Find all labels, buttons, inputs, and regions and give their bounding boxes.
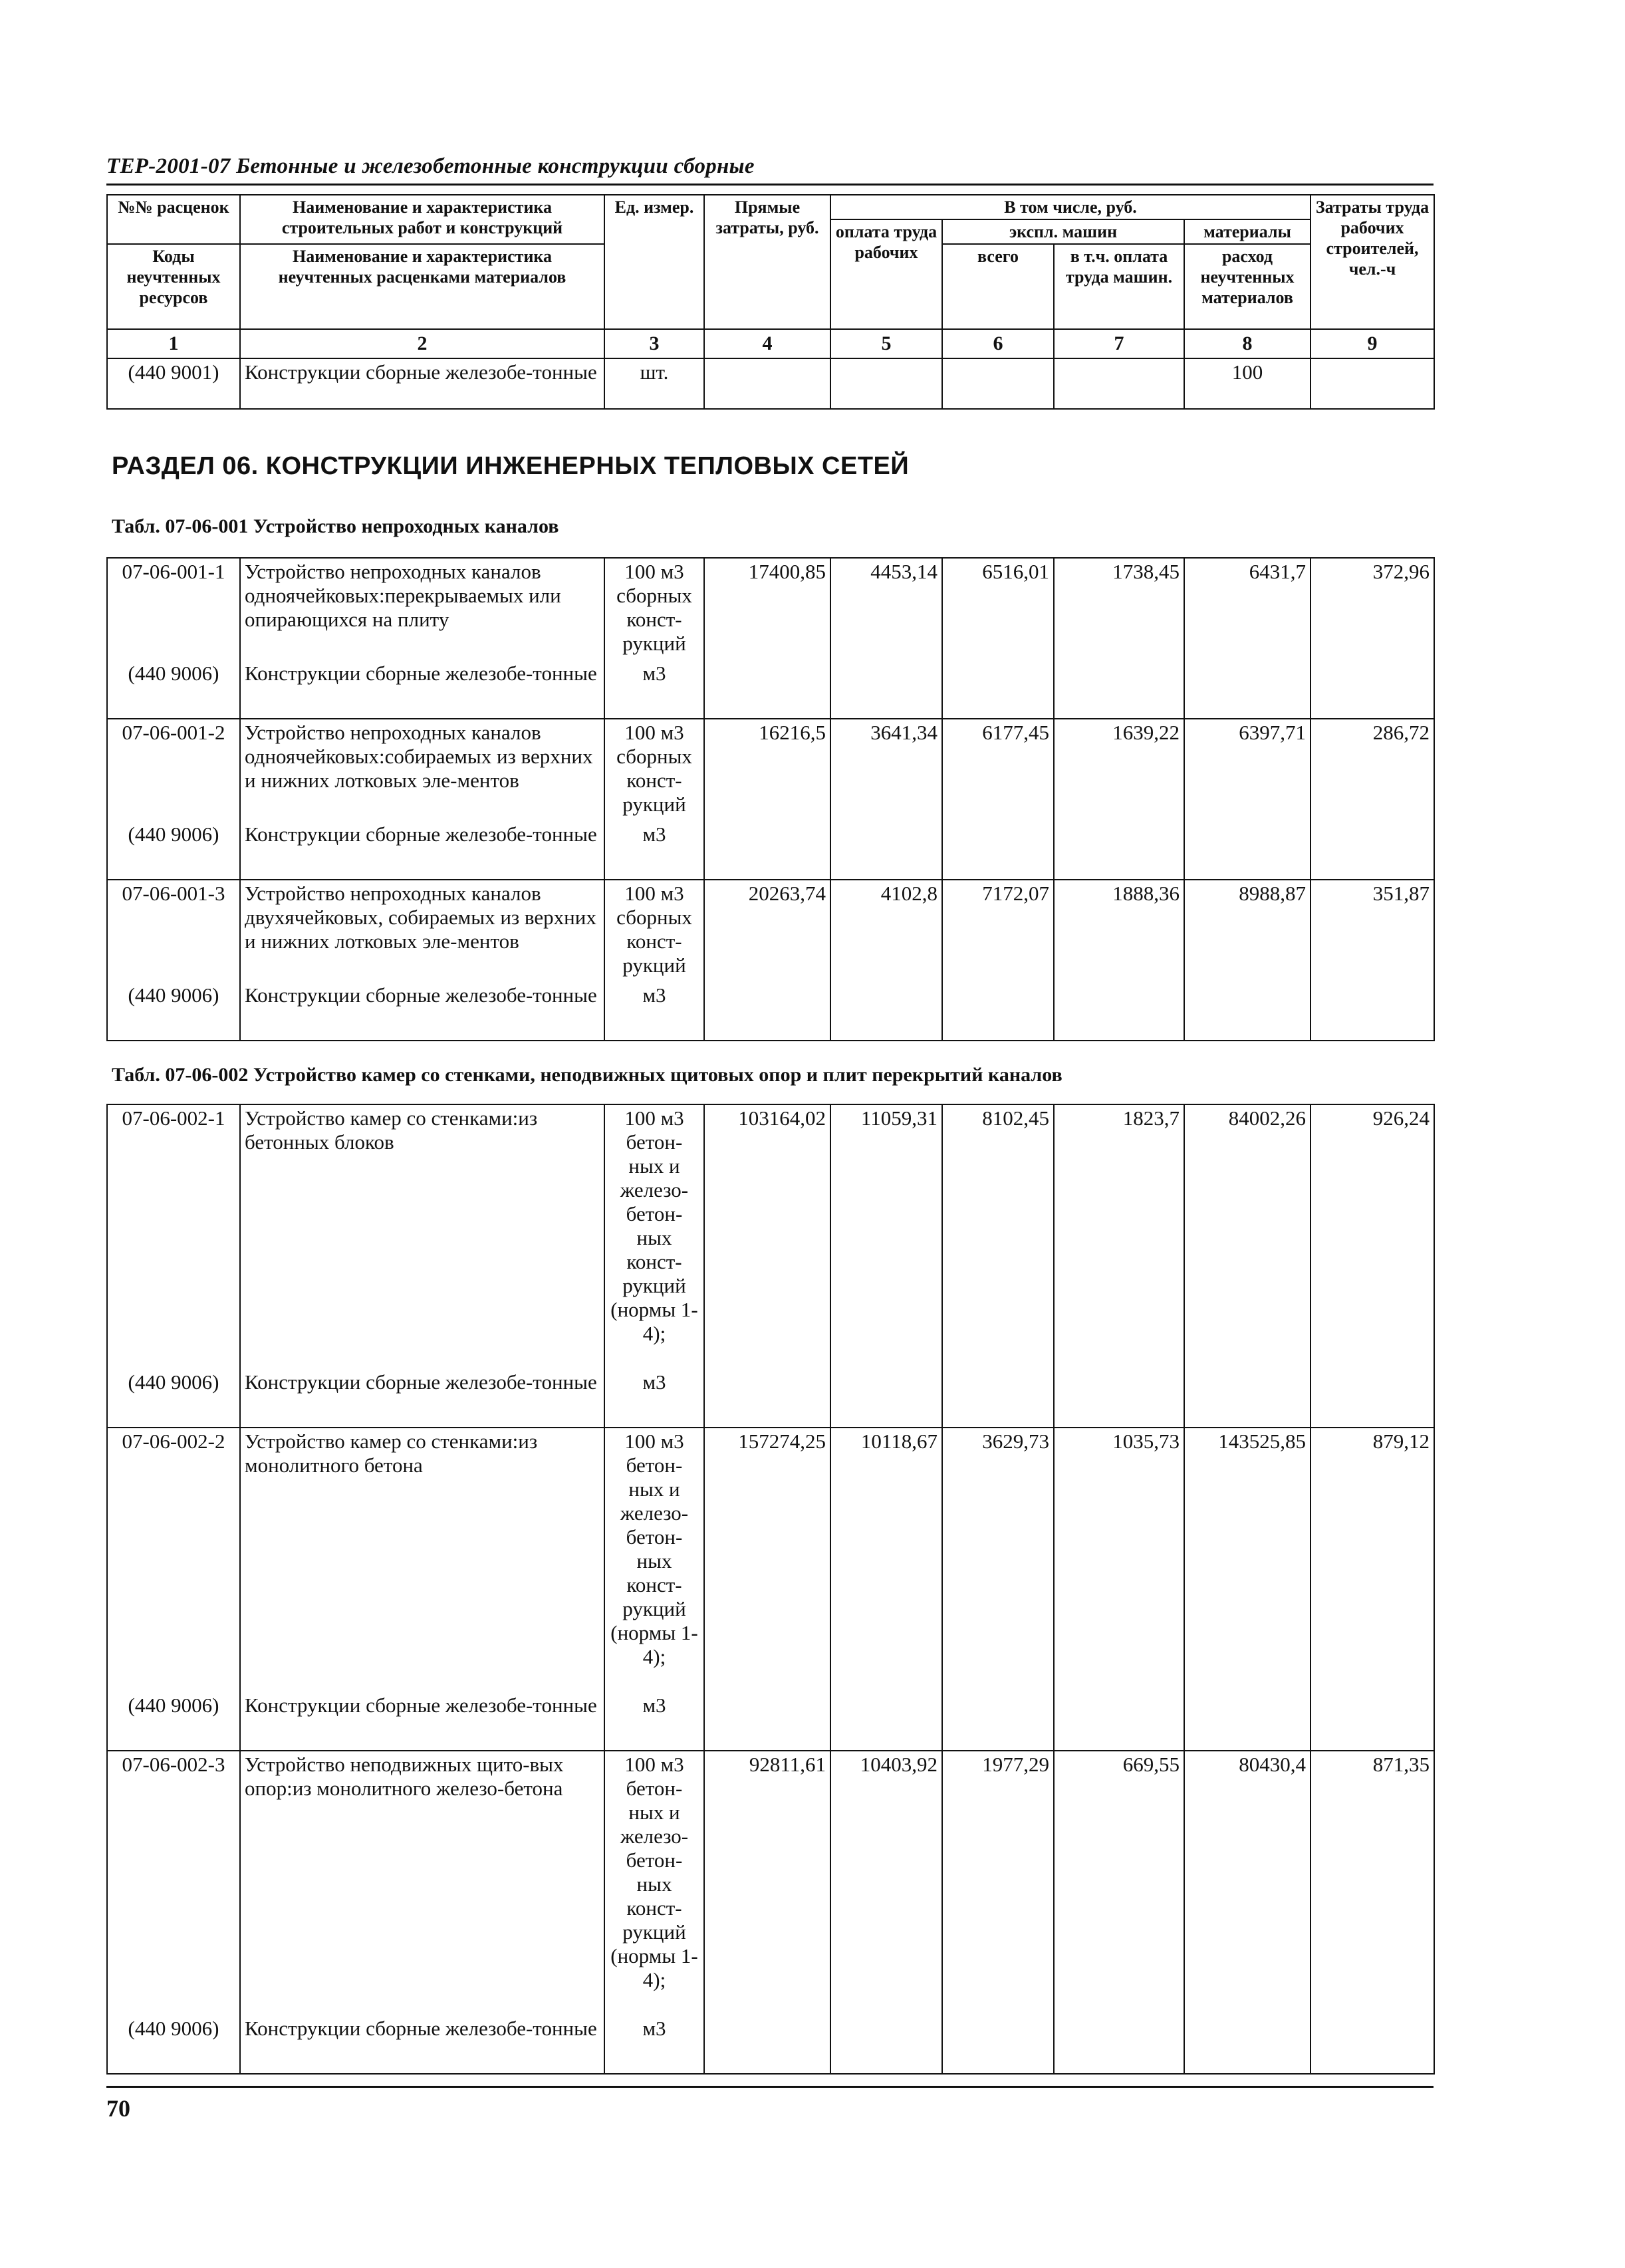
header-machines: экспл. машин	[942, 219, 1184, 244]
column-header-table	[106, 194, 1435, 410]
resource-name: Конструкции сборные железобе-тонные	[240, 1369, 604, 1428]
rates-table-07-06-002	[106, 1104, 1435, 2075]
machines-total: 1977,29	[942, 1751, 1054, 2074]
machines-labor: 1738,45	[1054, 558, 1184, 719]
resource-unit: м3	[604, 1692, 704, 1751]
work-name: Устройство непроходных каналов двухячейковых, собираемых из верхних и нижних лотковых эле-ментов	[240, 880, 604, 982]
footer-rule	[106, 2086, 1434, 2088]
rate-unit: 100 м3 сборных конст-рукций	[604, 719, 704, 821]
work-name: Устройство камер со стенками:из монолитного бетона	[240, 1428, 604, 1692]
header-materials-consumption: расход неучтенных материалов	[1184, 244, 1311, 329]
column-number: 3	[604, 329, 704, 358]
resource-name: Конструкции сборные железобе-тонные	[240, 358, 604, 409]
resource-unit: м3	[604, 2015, 704, 2074]
rate-row	[107, 1751, 1434, 2015]
labor-hours: 372,96	[1311, 558, 1434, 719]
rate-unit: 100 м3 сборных конст-рукций	[604, 558, 704, 660]
resource-code: (440 9001)	[107, 358, 240, 409]
labor-pay: 10118,67	[830, 1428, 942, 1751]
header-labor-hours: Затраты труда рабочих строителей, чел.-ч	[1311, 195, 1434, 329]
rate-code: 07-06-002-1	[107, 1104, 240, 1369]
rate-row	[107, 1428, 1434, 1692]
resource-code: (440 9006)	[107, 1369, 240, 1428]
machines-labor: 1823,7	[1054, 1104, 1184, 1428]
labor-hours: 926,24	[1311, 1104, 1434, 1428]
machines-labor: 1639,22	[1054, 719, 1184, 880]
work-name: Устройство неподвижных щито-вых опор:из монолитного железо-бетона	[240, 1751, 604, 2015]
resource-unit: м3	[604, 982, 704, 1041]
rates-table-07-06-001	[106, 557, 1435, 1041]
header-machines-labor: в т.ч. оплата труда машин.	[1054, 244, 1184, 329]
rate-row	[107, 719, 1434, 821]
column-number: 4	[704, 329, 830, 358]
resource-unit: м3	[604, 1369, 704, 1428]
column-number: 6	[942, 329, 1054, 358]
rate-row	[107, 880, 1434, 982]
header-materials: материалы	[1184, 219, 1311, 244]
column-number: 8	[1184, 329, 1311, 358]
rate-unit: 100 м3 сборных конст-рукций	[604, 880, 704, 982]
header-rule	[106, 184, 1434, 186]
labor-hours: 871,35	[1311, 1751, 1434, 2074]
direct-costs: 103164,02	[704, 1104, 830, 1428]
machines-total: 3629,73	[942, 1428, 1054, 1751]
rate-code: 07-06-002-2	[107, 1428, 240, 1692]
header-unit: Ед. измер.	[604, 195, 704, 329]
page-number: 70	[106, 2095, 130, 2122]
header-resource-codes: Коды неучтенных ресурсов	[107, 244, 240, 329]
materials-cost: 8988,87	[1184, 880, 1311, 1041]
resource-name: Конструкции сборные железобе-тонные	[240, 982, 604, 1041]
header-material-name: Наименование и характеристика неучтенных расценками материалов	[240, 244, 604, 329]
resource-qty: 100	[1184, 358, 1311, 409]
running-header: ТЕР-2001-07 Бетонные и железобетонные конструкции сборные	[106, 154, 755, 178]
resource-unit: м3	[604, 821, 704, 880]
resource-name: Конструкции сборные железобе-тонные	[240, 660, 604, 719]
resource-code: (440 9006)	[107, 2015, 240, 2074]
header-rate-number: №№ расценок	[107, 195, 240, 244]
header-direct-costs: Прямые затраты, руб.	[704, 195, 830, 329]
resource-name: Конструкции сборные железобе-тонные	[240, 2015, 604, 2074]
header-machines-total: всего	[942, 244, 1054, 329]
column-number: 2	[240, 329, 604, 358]
header-work-name: Наименование и характеристика строительных работ и конструкций	[240, 195, 604, 244]
machines-labor: 669,55	[1054, 1751, 1184, 2074]
machines-labor: 1888,36	[1054, 880, 1184, 1041]
labor-pay: 11059,31	[830, 1104, 942, 1428]
labor-hours: 351,87	[1311, 880, 1434, 1041]
direct-costs: 92811,61	[704, 1751, 830, 2074]
direct-costs: 17400,85	[704, 558, 830, 719]
rate-code: 07-06-001-1	[107, 558, 240, 660]
direct-costs: 20263,74	[704, 880, 830, 1041]
work-name: Устройство непроходных каналов одноячейковых:перекрываемых или опирающихся на плиту	[240, 558, 604, 660]
resource-code: (440 9006)	[107, 982, 240, 1041]
materials-cost: 6431,7	[1184, 558, 1311, 719]
machines-labor: 1035,73	[1054, 1428, 1184, 1751]
table-caption: Табл. 07-06-002 Устройство камер со стенками, неподвижных щитовых опор и плит перекрытий каналов	[112, 1064, 1062, 1086]
labor-pay: 3641,34	[830, 719, 942, 880]
rate-code: 07-06-002-3	[107, 1751, 240, 2015]
labor-hours: 286,72	[1311, 719, 1434, 880]
rate-row	[107, 1104, 1434, 1369]
machines-total: 7172,07	[942, 880, 1054, 1041]
resource-unit: м3	[604, 660, 704, 719]
rate-unit: 100 м3 бетон-ных и железо-бетон-ных конст-рукций (нормы 1-4);	[604, 1428, 704, 1692]
column-number: 5	[830, 329, 942, 358]
header-including: В том числе, руб.	[830, 195, 1311, 219]
labor-pay: 4102,8	[830, 880, 942, 1041]
direct-costs: 16216,5	[704, 719, 830, 880]
materials-cost: 143525,85	[1184, 1428, 1311, 1751]
rate-code: 07-06-001-3	[107, 880, 240, 982]
rate-code: 07-06-001-2	[107, 719, 240, 821]
machines-total: 6516,01	[942, 558, 1054, 719]
labor-pay: 10403,92	[830, 1751, 942, 2074]
labor-hours: 879,12	[1311, 1428, 1434, 1751]
work-name: Устройство камер со стенками:из бетонных блоков	[240, 1104, 604, 1369]
direct-costs: 157274,25	[704, 1428, 830, 1751]
rate-unit: 100 м3 бетон-ных и железо-бетон-ных конст-рукций (нормы 1-4);	[604, 1751, 704, 2015]
resource-code: (440 9006)	[107, 1692, 240, 1751]
table-caption: Табл. 07-06-001 Устройство непроходных каналов	[112, 515, 559, 537]
resource-unit: шт.	[604, 358, 704, 409]
section-title: РАЗДЕЛ 06. КОНСТРУКЦИИ ИНЖЕНЕРНЫХ ТЕПЛОВЫХ СЕТЕЙ	[112, 452, 910, 480]
resource-code: (440 9006)	[107, 660, 240, 719]
rate-unit: 100 м3 бетон-ных и железо-бетон-ных конст-рукций (нормы 1-4);	[604, 1104, 704, 1369]
machines-total: 6177,45	[942, 719, 1054, 880]
materials-cost: 6397,71	[1184, 719, 1311, 880]
machines-total: 8102,45	[942, 1104, 1054, 1428]
column-number: 1	[107, 329, 240, 358]
work-name: Устройство непроходных каналов одноячейковых:собираемых из верхних и нижних лотковых эле-ментов	[240, 719, 604, 821]
resource-name: Конструкции сборные железобе-тонные	[240, 1692, 604, 1751]
resource-name: Конструкции сборные железобе-тонные	[240, 821, 604, 880]
column-number: 7	[1054, 329, 1184, 358]
column-number: 9	[1311, 329, 1434, 358]
labor-pay: 4453,14	[830, 558, 942, 719]
materials-cost: 84002,26	[1184, 1104, 1311, 1428]
resource-code: (440 9006)	[107, 821, 240, 880]
header-labor-pay: оплата труда рабочих	[830, 219, 942, 329]
rate-row	[107, 558, 1434, 660]
materials-cost: 80430,4	[1184, 1751, 1311, 2074]
